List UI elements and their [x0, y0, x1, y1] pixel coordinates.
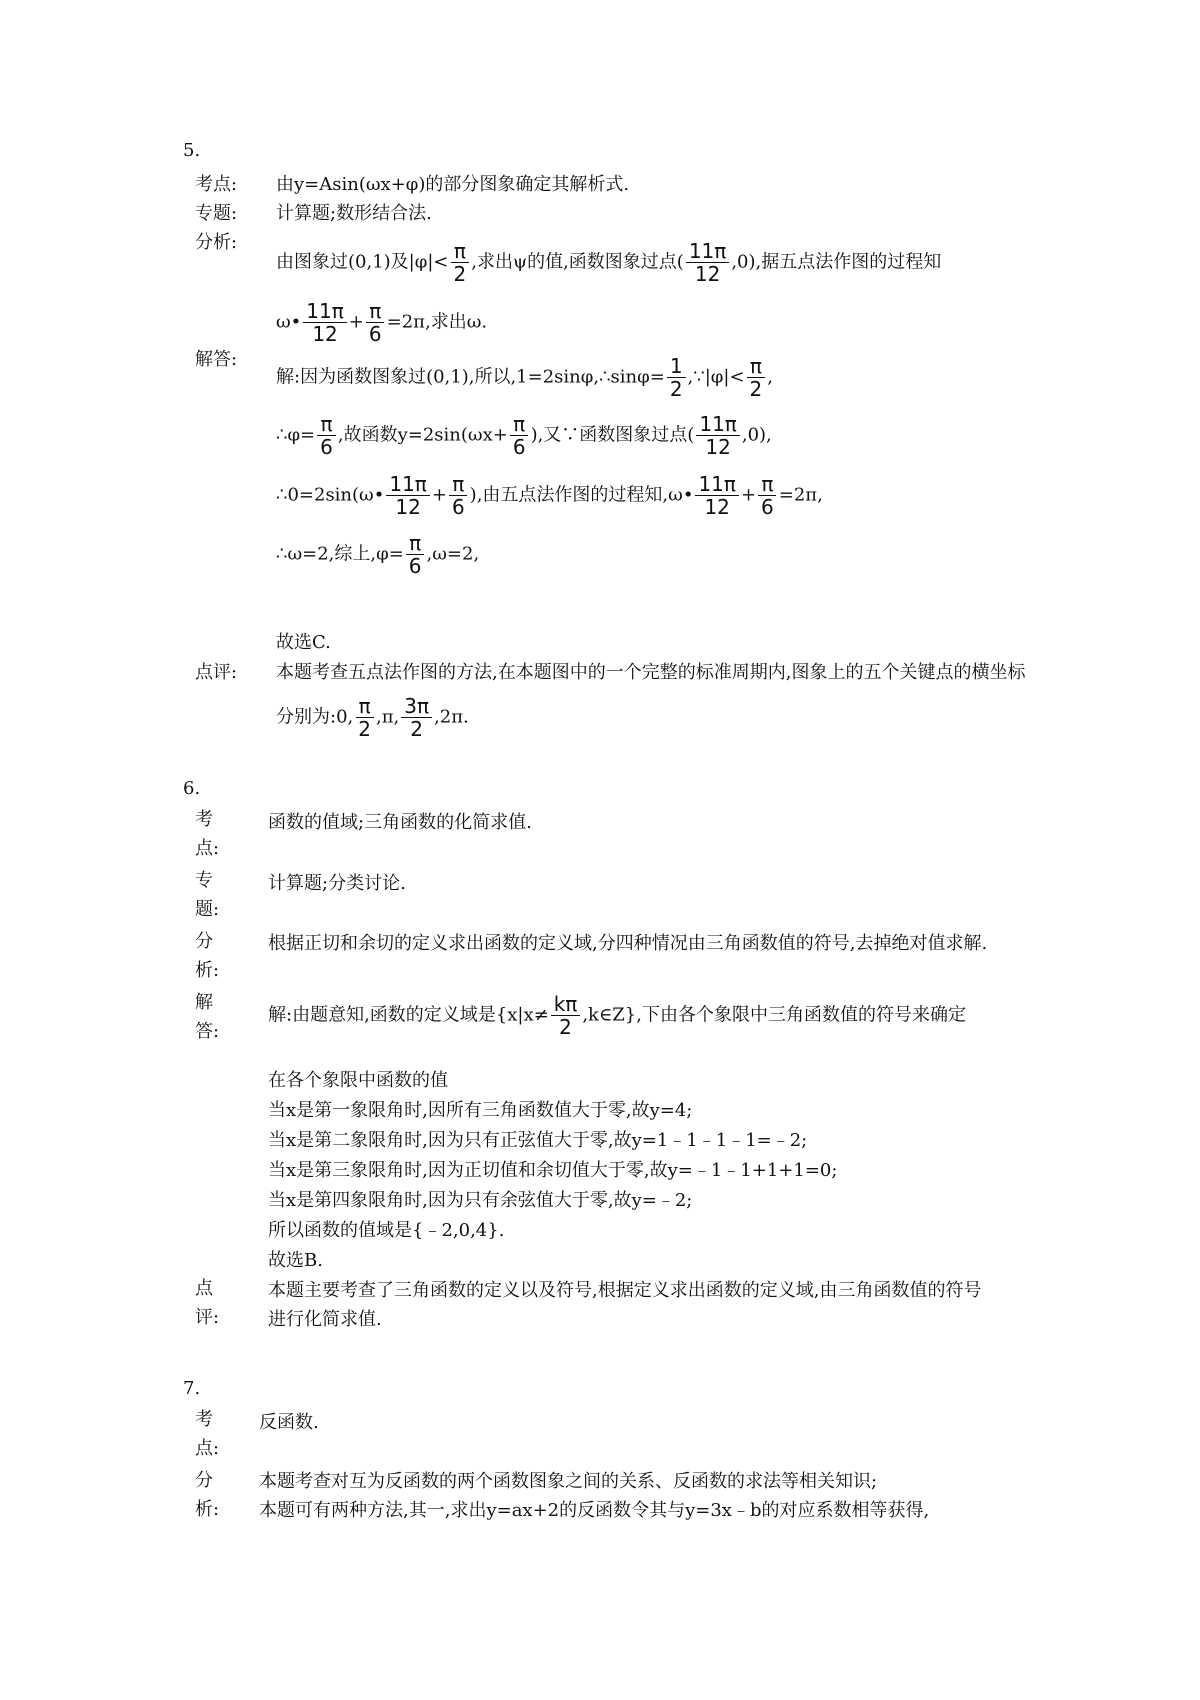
fraction-1-over-2 [667, 355, 686, 400]
numerator: π [758, 473, 776, 496]
text: ,k∈Z},下由各个象限中三角函数值的符号来确定 [582, 1004, 966, 1026]
jieda-line-2: 在各个象限中函数的值 [268, 1070, 448, 1091]
text: + [431, 484, 447, 506]
denominator: 6 [761, 495, 774, 519]
denominator: 2 [749, 377, 763, 401]
kaodian-text: 反函数. [259, 1412, 319, 1433]
numerator: π [510, 413, 528, 436]
label-fenxi [195, 1466, 219, 1524]
fraction-pi-over-6 [449, 473, 468, 518]
jieda-line-8: 故选B. [268, 1250, 323, 1271]
fraction-11pi-over-12 [686, 240, 730, 285]
fenxi-line-2: 本题可有两种方法,其一,求出y=ax+2的反函数令其与y=3x﹣b的对应系数相等获得, [259, 1500, 930, 1521]
text: =2π,求出ω. [386, 311, 488, 333]
jieda-line-2 [276, 413, 772, 458]
label-part: 解 [195, 992, 213, 1013]
fenxi-line-1 [276, 240, 941, 285]
numerator: 1 [667, 355, 686, 378]
label-part: 答: [195, 1021, 220, 1042]
numerator: kπ [551, 993, 581, 1016]
question-number-5: 5. [183, 140, 201, 161]
numerator: 11π [686, 240, 730, 263]
label-part: 点: [195, 1438, 220, 1459]
fraction-11pi-over-12 [303, 300, 347, 345]
numerator: π [366, 300, 384, 323]
text: + [740, 484, 757, 506]
dianping-line-1: 本题主要考查了三角函数的定义以及符号,根据定义求出函数的定义域,由三角函数值的符号 [268, 1280, 982, 1301]
denominator: 2 [669, 377, 683, 401]
fraction-pi-over-6 [317, 413, 336, 458]
fraction-11pi-over-12 [386, 473, 430, 518]
fenxi-line-2 [276, 300, 487, 345]
denominator: 2 [559, 1015, 572, 1039]
numerator: π [406, 532, 424, 555]
jieda-line-7: 所以函数的值域是{﹣2,0,4}. [268, 1220, 505, 1241]
fraction-pi-over-2 [451, 240, 470, 285]
text: ∴0=2sin(ω• [276, 484, 385, 506]
numerator: π [449, 473, 467, 496]
jieda-line-1 [268, 993, 966, 1038]
label-part: 分 [195, 1470, 213, 1491]
denominator: 6 [512, 435, 526, 459]
text: 由图象过(0,1)及|φ|< [276, 251, 449, 273]
jieda-line-3 [276, 473, 823, 518]
label-jieda [195, 988, 219, 1046]
text: ,π, [375, 706, 400, 728]
text: , [767, 366, 774, 388]
label-part: 分 [195, 931, 213, 952]
numerator: π [451, 240, 469, 263]
numerator: 3π [401, 695, 432, 718]
dianping-line-2: 进行化简求值. [268, 1309, 382, 1330]
denominator: 12 [705, 435, 731, 459]
label-part: 析: [195, 960, 220, 981]
label-zhuanti: 专题: [195, 203, 238, 224]
label-jieda: 解答: [195, 349, 238, 370]
numerator: 11π [303, 300, 347, 323]
denominator: 2 [410, 717, 424, 741]
numerator: 11π [386, 473, 430, 496]
numerator: 11π [696, 413, 740, 436]
label-part: 评: [195, 1307, 220, 1328]
denominator: 6 [320, 435, 333, 459]
jieda-line-4 [276, 532, 479, 577]
label-part: 点: [195, 838, 220, 859]
dianping-line-1: 本题考查五点法作图的方法,在本题图中的一个完整的标准周期内,图象上的五个关键点的横坐标 [276, 662, 1026, 683]
fraction-pi-over-2 [747, 355, 766, 400]
text: 解:由题意知,函数的定义域是{x|x≠ [268, 1004, 549, 1026]
text: ),又∵函数图象过点( [530, 424, 695, 446]
text: + [348, 311, 364, 333]
label-part: 点 [195, 1278, 213, 1299]
label-part: 题: [195, 899, 220, 920]
label-part: 析: [195, 1499, 220, 1520]
label-kaodian [195, 805, 219, 863]
text: ,0),据五点法作图的过程知 [731, 251, 942, 273]
label-part: 专 [195, 870, 213, 891]
fraction-pi-over-6 [758, 473, 777, 518]
numerator: 11π [695, 473, 739, 496]
label-zhuanti [195, 866, 219, 924]
fraction-pi-over-2 [355, 695, 374, 740]
question-number-7: 7. [183, 1378, 201, 1399]
fraction-11pi-over-12 [696, 413, 740, 458]
fenxi-text: 根据正切和余切的定义求出函数的定义域,分四种情况由三角函数值的符号,去掉绝对值求解. [268, 933, 988, 954]
label-fenxi: 分析: [195, 232, 238, 253]
fenxi-line-1: 本题考查对互为反函数的两个函数图象之间的关系、反函数的求法等相关知识; [259, 1471, 878, 1492]
kaodian-text: 函数的值域;三角函数的化简求值. [268, 812, 532, 833]
text: 解:因为函数图象过(0,1),所以,1=2sinφ,∴sinφ= [276, 366, 665, 388]
label-part: 考 [195, 809, 213, 830]
denominator: 6 [368, 322, 382, 346]
denominator: 2 [358, 717, 371, 741]
text: ,故函数y=2sin(ωx+ [337, 424, 508, 446]
fraction-3pi-over-2 [401, 695, 432, 740]
jieda-line-6: 当x是第四象限角时,因为只有余弦值大于零,故y=﹣2; [268, 1190, 693, 1211]
zhuanti-text: 计算题;分类讨论. [268, 873, 406, 894]
kaodian-text: 由y=Asin(ωx+φ)的部分图象确定其解析式. [276, 174, 630, 195]
label-kaodian: 考点: [195, 174, 238, 195]
dianping-line-2 [276, 695, 469, 740]
denominator: 12 [395, 495, 421, 519]
label-dianping: 点评: [195, 662, 238, 683]
denominator: 6 [408, 554, 422, 578]
fraction-pi-over-6 [366, 300, 385, 345]
text: ,0), [741, 424, 772, 446]
jieda-line-5: 故选C. [276, 632, 331, 653]
zhuanti-text: 计算题;数形结合法. [276, 203, 432, 224]
text: ω• [276, 311, 302, 333]
text: ,ω=2, [426, 543, 480, 565]
question-number-6: 6. [183, 778, 201, 799]
jieda-line-4: 当x是第二象限角时,因为只有正弦值大于零,故y=1﹣1﹣1﹣1=﹣2; [268, 1130, 808, 1151]
fraction-11pi-over-12 [695, 473, 739, 518]
text: ∴ω=2,综上,φ= [276, 543, 404, 565]
text: ,求出ψ的值,函数图象过点( [471, 251, 684, 273]
jieda-line-5: 当x是第三象限角时,因为正切值和余切值大于零,故y=﹣1﹣1+1+1=0; [268, 1160, 838, 1181]
jieda-line-3: 当x是第一象限角时,因所有三角函数值大于零,故y=4; [268, 1100, 693, 1121]
text: =2π, [778, 484, 823, 506]
numerator: π [747, 355, 765, 378]
denominator: 2 [453, 262, 467, 286]
text: ,∵|φ|< [687, 366, 745, 388]
text: ),由五点法作图的过程知,ω• [469, 484, 694, 506]
jieda-line-1 [276, 355, 773, 400]
fraction-pi-over-6 [510, 413, 529, 458]
label-part: 考 [195, 1409, 213, 1430]
label-kaodian [195, 1405, 219, 1463]
label-dianping [195, 1274, 219, 1332]
text: ∴φ= [276, 424, 316, 446]
denominator: 12 [694, 262, 721, 286]
denominator: 12 [704, 495, 730, 519]
denominator: 12 [312, 322, 338, 346]
fraction-pi-over-6 [406, 532, 425, 577]
text: ,2π. [434, 706, 469, 728]
label-fenxi [195, 927, 219, 985]
fraction-kpi-over-2 [551, 993, 581, 1038]
numerator: π [317, 413, 335, 436]
denominator: 6 [451, 495, 465, 519]
text: 分别为:0, [276, 706, 354, 728]
numerator: π [356, 695, 374, 718]
